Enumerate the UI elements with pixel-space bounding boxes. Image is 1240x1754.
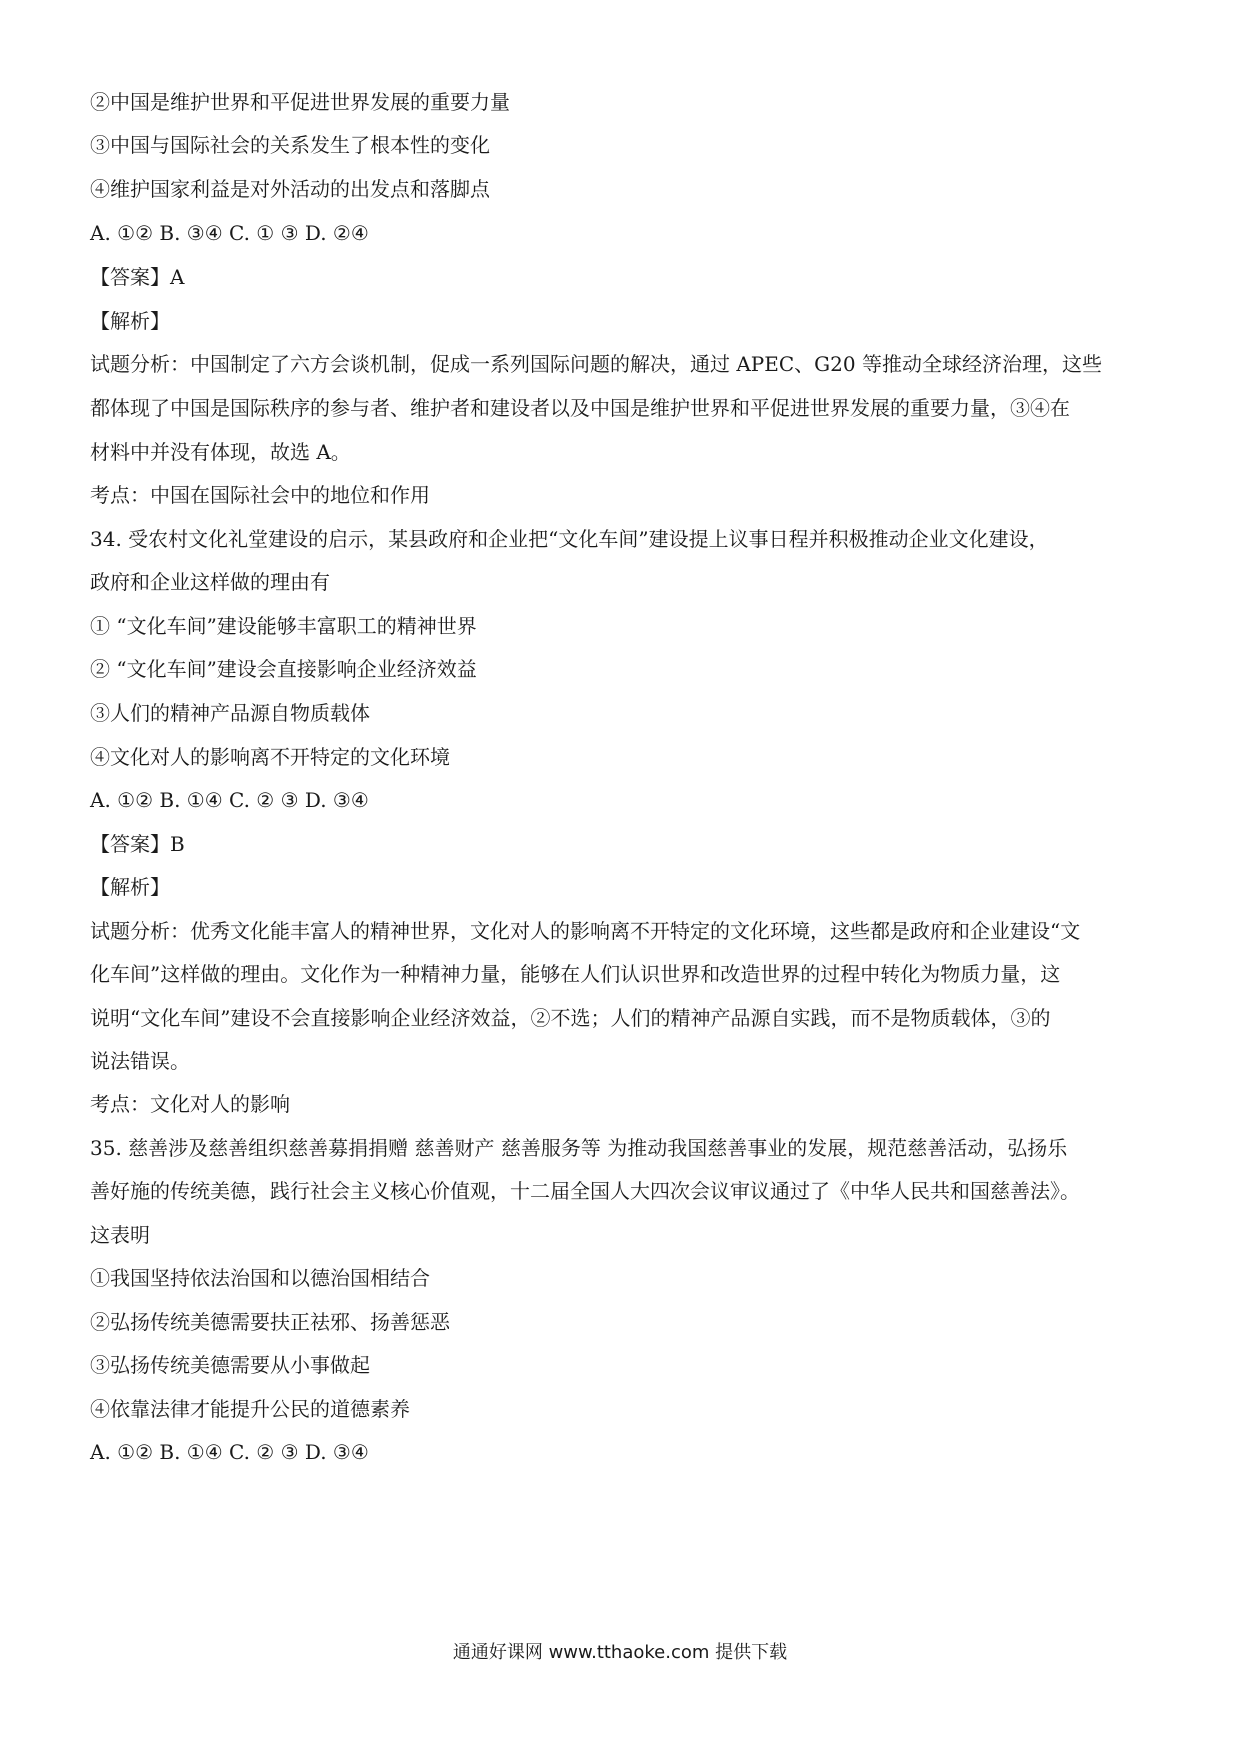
analysis-heading: 【解析】 [90,309,170,333]
page-footer: 通通好课网 www.tthaoke.com 提供下载 [452,1642,788,1663]
analysis-text-line: 说法错误。 [90,1049,190,1073]
option-statement-4: ④依靠法律才能提升公民的道德素养 [90,1397,410,1421]
analysis-text-line: 试题分析：优秀文化能丰富人的精神世界，文化对人的影响离不开特定的文化环境，这些都是政府和企业建设“文 [90,919,1081,943]
analysis-text-line: 试题分析：中国制定了六方会谈机制，促成一系列国际问题的解决，通过 APEC、G20 等推动全球经济治理，这些 [90,352,1102,376]
question-35-stem: 这表明 [90,1223,150,1247]
option-statement-3: ③弘扬传统美德需要从小事做起 [90,1353,370,1377]
analysis-text-line: 材料中并没有体现，故选 A。 [90,440,351,464]
option-statement-2: ② “文化车间”建设会直接影响企业经济效益 [90,657,477,681]
key-point: 考点：中国在国际社会中的地位和作用 [90,483,430,507]
option-statement-2: ②中国是维护世界和平促进世界发展的重要力量 [90,90,510,114]
analysis-text-line: 都体现了中国是国际秩序的参与者、维护者和建设者以及中国是维护世界和平促进世界发展的重要力量，③④在 [90,396,1070,420]
analysis-text-line: 说明“文化车间”建设不会直接影响企业经济效益，②不选；人们的精神产品源自实践，而不是物质载体，③的 [90,1006,1051,1030]
answer-heading: 【答案】A [90,265,185,289]
question-34-stem: 政府和企业这样做的理由有 [90,570,330,594]
question-35-stem: 善好施的传统美德，践行社会主义核心价值观，十二届全国人大四次会议审议通过了《中华人民共和国慈善法》。 [90,1179,1080,1203]
option-statement-2: ②弘扬传统美德需要扶正祛邪、扬善惩恶 [90,1310,450,1334]
option-statement-3: ③人们的精神产品源自物质载体 [90,701,370,725]
option-statement-1: ①我国坚持依法治国和以德治国相结合 [90,1266,430,1290]
analysis-heading: 【解析】 [90,875,170,899]
option-statement-4: ④文化对人的影响离不开特定的文化环境 [90,745,450,769]
answer-choices: A. ①② B. ③④ C. ① ③ D. ②④ [90,221,369,245]
option-statement-3: ③中国与国际社会的关系发生了根本性的变化 [90,133,490,157]
analysis-text-line: 化车间”这样做的理由。文化作为一种精神力量，能够在人们认识世界和改造世界的过程中转化为物质力量，这 [90,962,1061,986]
question-35-stem: 35. 慈善涉及慈善组织慈善募捐捐赠 慈善财产 慈善服务等 为推动我国慈善事业的发展，规范慈善活动，弘扬乐 [90,1136,1068,1160]
answer-choices: A. ①② B. ①④ C. ② ③ D. ③④ [90,1440,369,1464]
answer-choices: A. ①② B. ①④ C. ② ③ D. ③④ [90,788,369,812]
key-point: 考点：文化对人的影响 [90,1092,290,1116]
option-statement-1: ① “文化车间”建设能够丰富职工的精神世界 [90,614,477,638]
answer-heading: 【答案】B [90,832,185,856]
question-34-stem: 34. 受农村文化礼堂建设的启示，某县政府和企业把“文化车间”建设提上议事日程并积极推动企业文化建设， [90,527,1049,551]
option-statement-4: ④维护国家利益是对外活动的出发点和落脚点 [90,177,490,201]
